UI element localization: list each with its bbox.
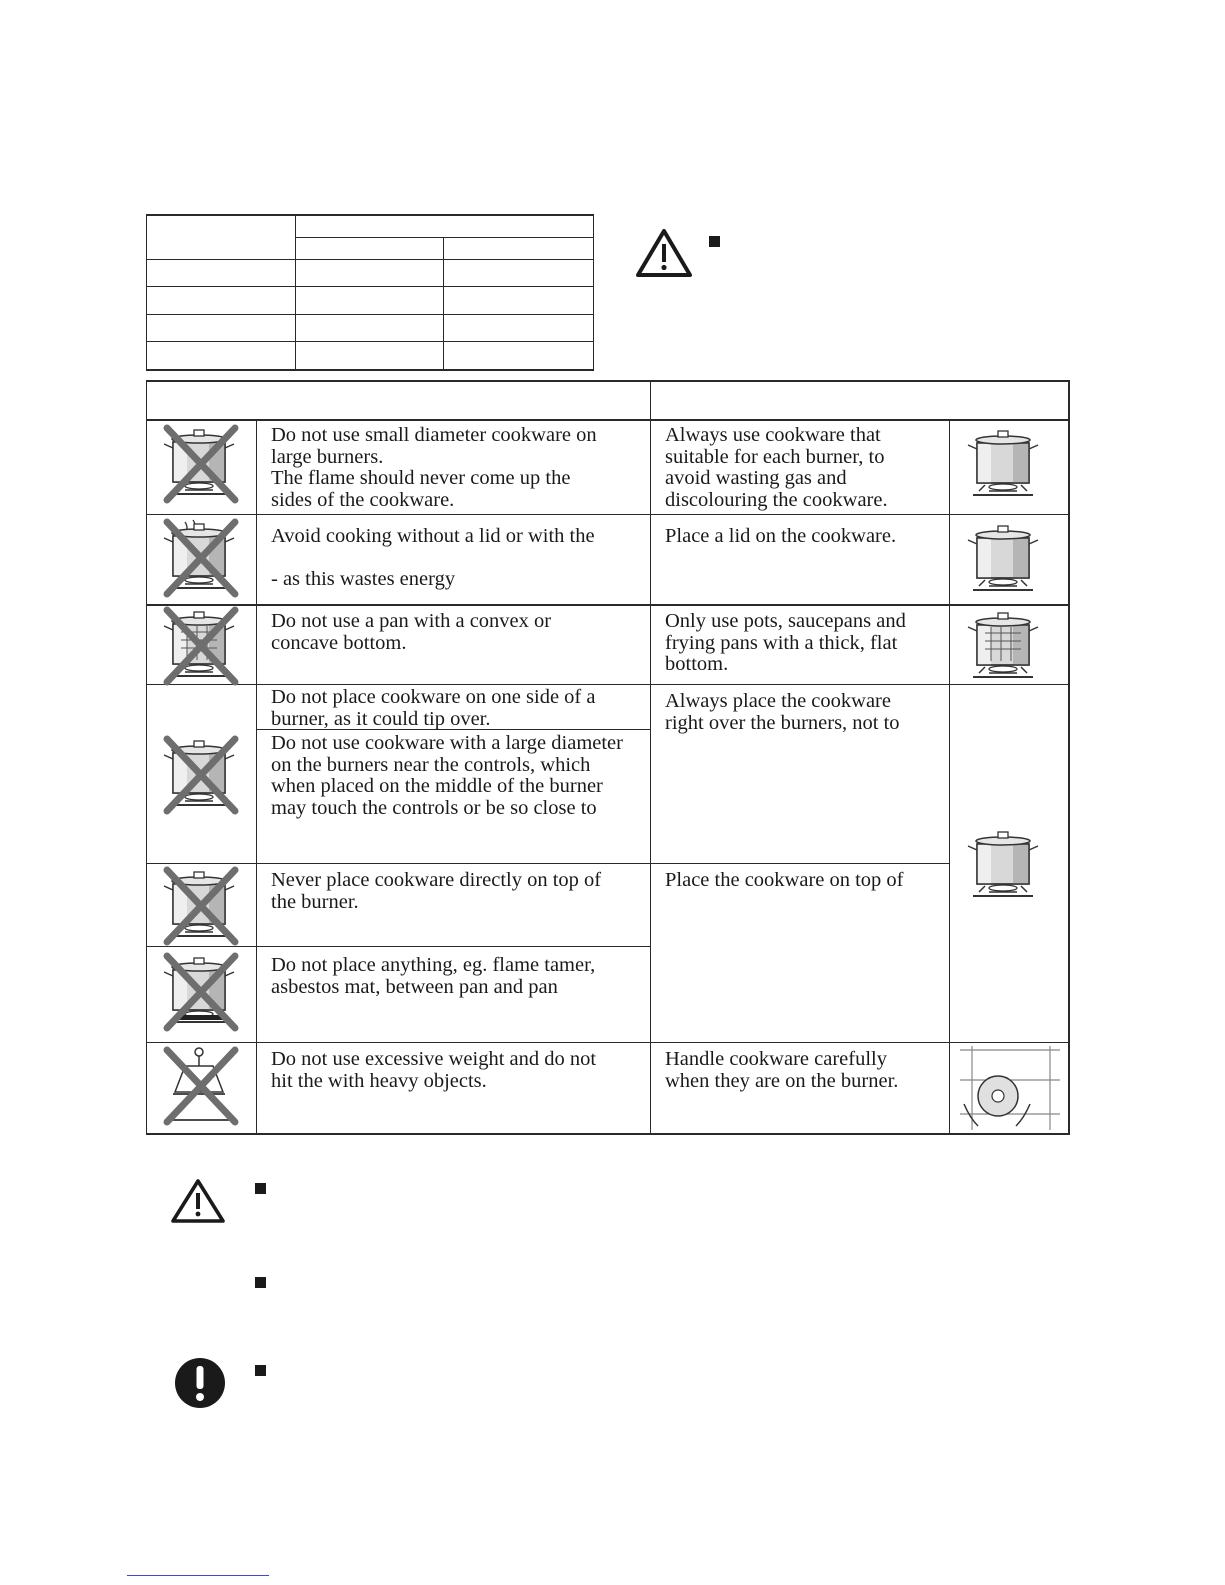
convex-bottom-pan-crossed-icon [161,606,241,691]
dont-text-row2: Avoid cooking without a lid or with the - as this wastes energy [271,525,595,590]
heavy-weight-on-burner-crossed-icon [161,1046,241,1131]
pot-without-lid-crossed-icon [161,518,241,605]
dont-text-row4a: Do not place cookware on one side of a burner, as it could tip over. [271,686,596,730]
correct-pot-on-burner-icon [965,425,1045,510]
pot-directly-on-burner-crossed-icon [161,866,241,951]
dont-text-row7: Do not use excessive weight and do not hit the with heavy objects. [271,1048,597,1092]
pot-centered-on-support-icon [965,826,1045,911]
bullet-square-icon [255,1183,266,1194]
do-text-row1: Always use cookware that suitable for each burner, to avoid wasting gas and discolouring the cookware. [665,424,888,511]
dont-text-row1: Do not use small diameter cookware on large burners. The flame should never come up the sides of the cookware. [271,424,597,511]
flat-bottom-pan-icon [965,607,1045,692]
pot-with-lid-icon [965,520,1045,605]
do-text-row5: Place the cookware on top of [665,869,904,891]
pot-offset-burner-crossed-icon [161,735,241,822]
dont-text-row6: Do not place anything, eg. flame tamer, asbestos mat, between pan and pan [271,954,596,998]
small-pot-large-burner-crossed-icon [161,424,241,511]
do-text-row2: Place a lid on the cookware. [665,525,897,547]
exclamation-circle-icon [174,1357,226,1409]
dont-text-row3: Do not use a pan with a convex or concave bottom. [271,610,552,654]
bullet-square-icon [255,1277,266,1288]
flame-tamer-under-pot-crossed-icon [161,952,241,1039]
do-text-row4: Always place the cookware right over the burners, not to [665,690,900,734]
footer-link-underline [127,1575,269,1576]
bullet-square-icon [255,1365,266,1376]
handle-cookware-carefully-icon [958,1044,1064,1137]
warning-triangle-icon [170,1178,226,1224]
dont-text-row5: Never place cookware directly on top of the burner. [271,869,602,913]
do-text-row3: Only use pots, saucepans and frying pans with a thick, flat bottom. [665,610,906,675]
dont-text-row4b: Do not use cookware with a large diameter on the burners near the controls, which when placed on the middle of the burner may touch the controls or be so close to [271,732,623,819]
bullet-square-icon [709,236,720,247]
do-text-row7: Handle cookware carefully when they are on the burner. [665,1048,899,1092]
warning-triangle-icon [635,228,693,278]
